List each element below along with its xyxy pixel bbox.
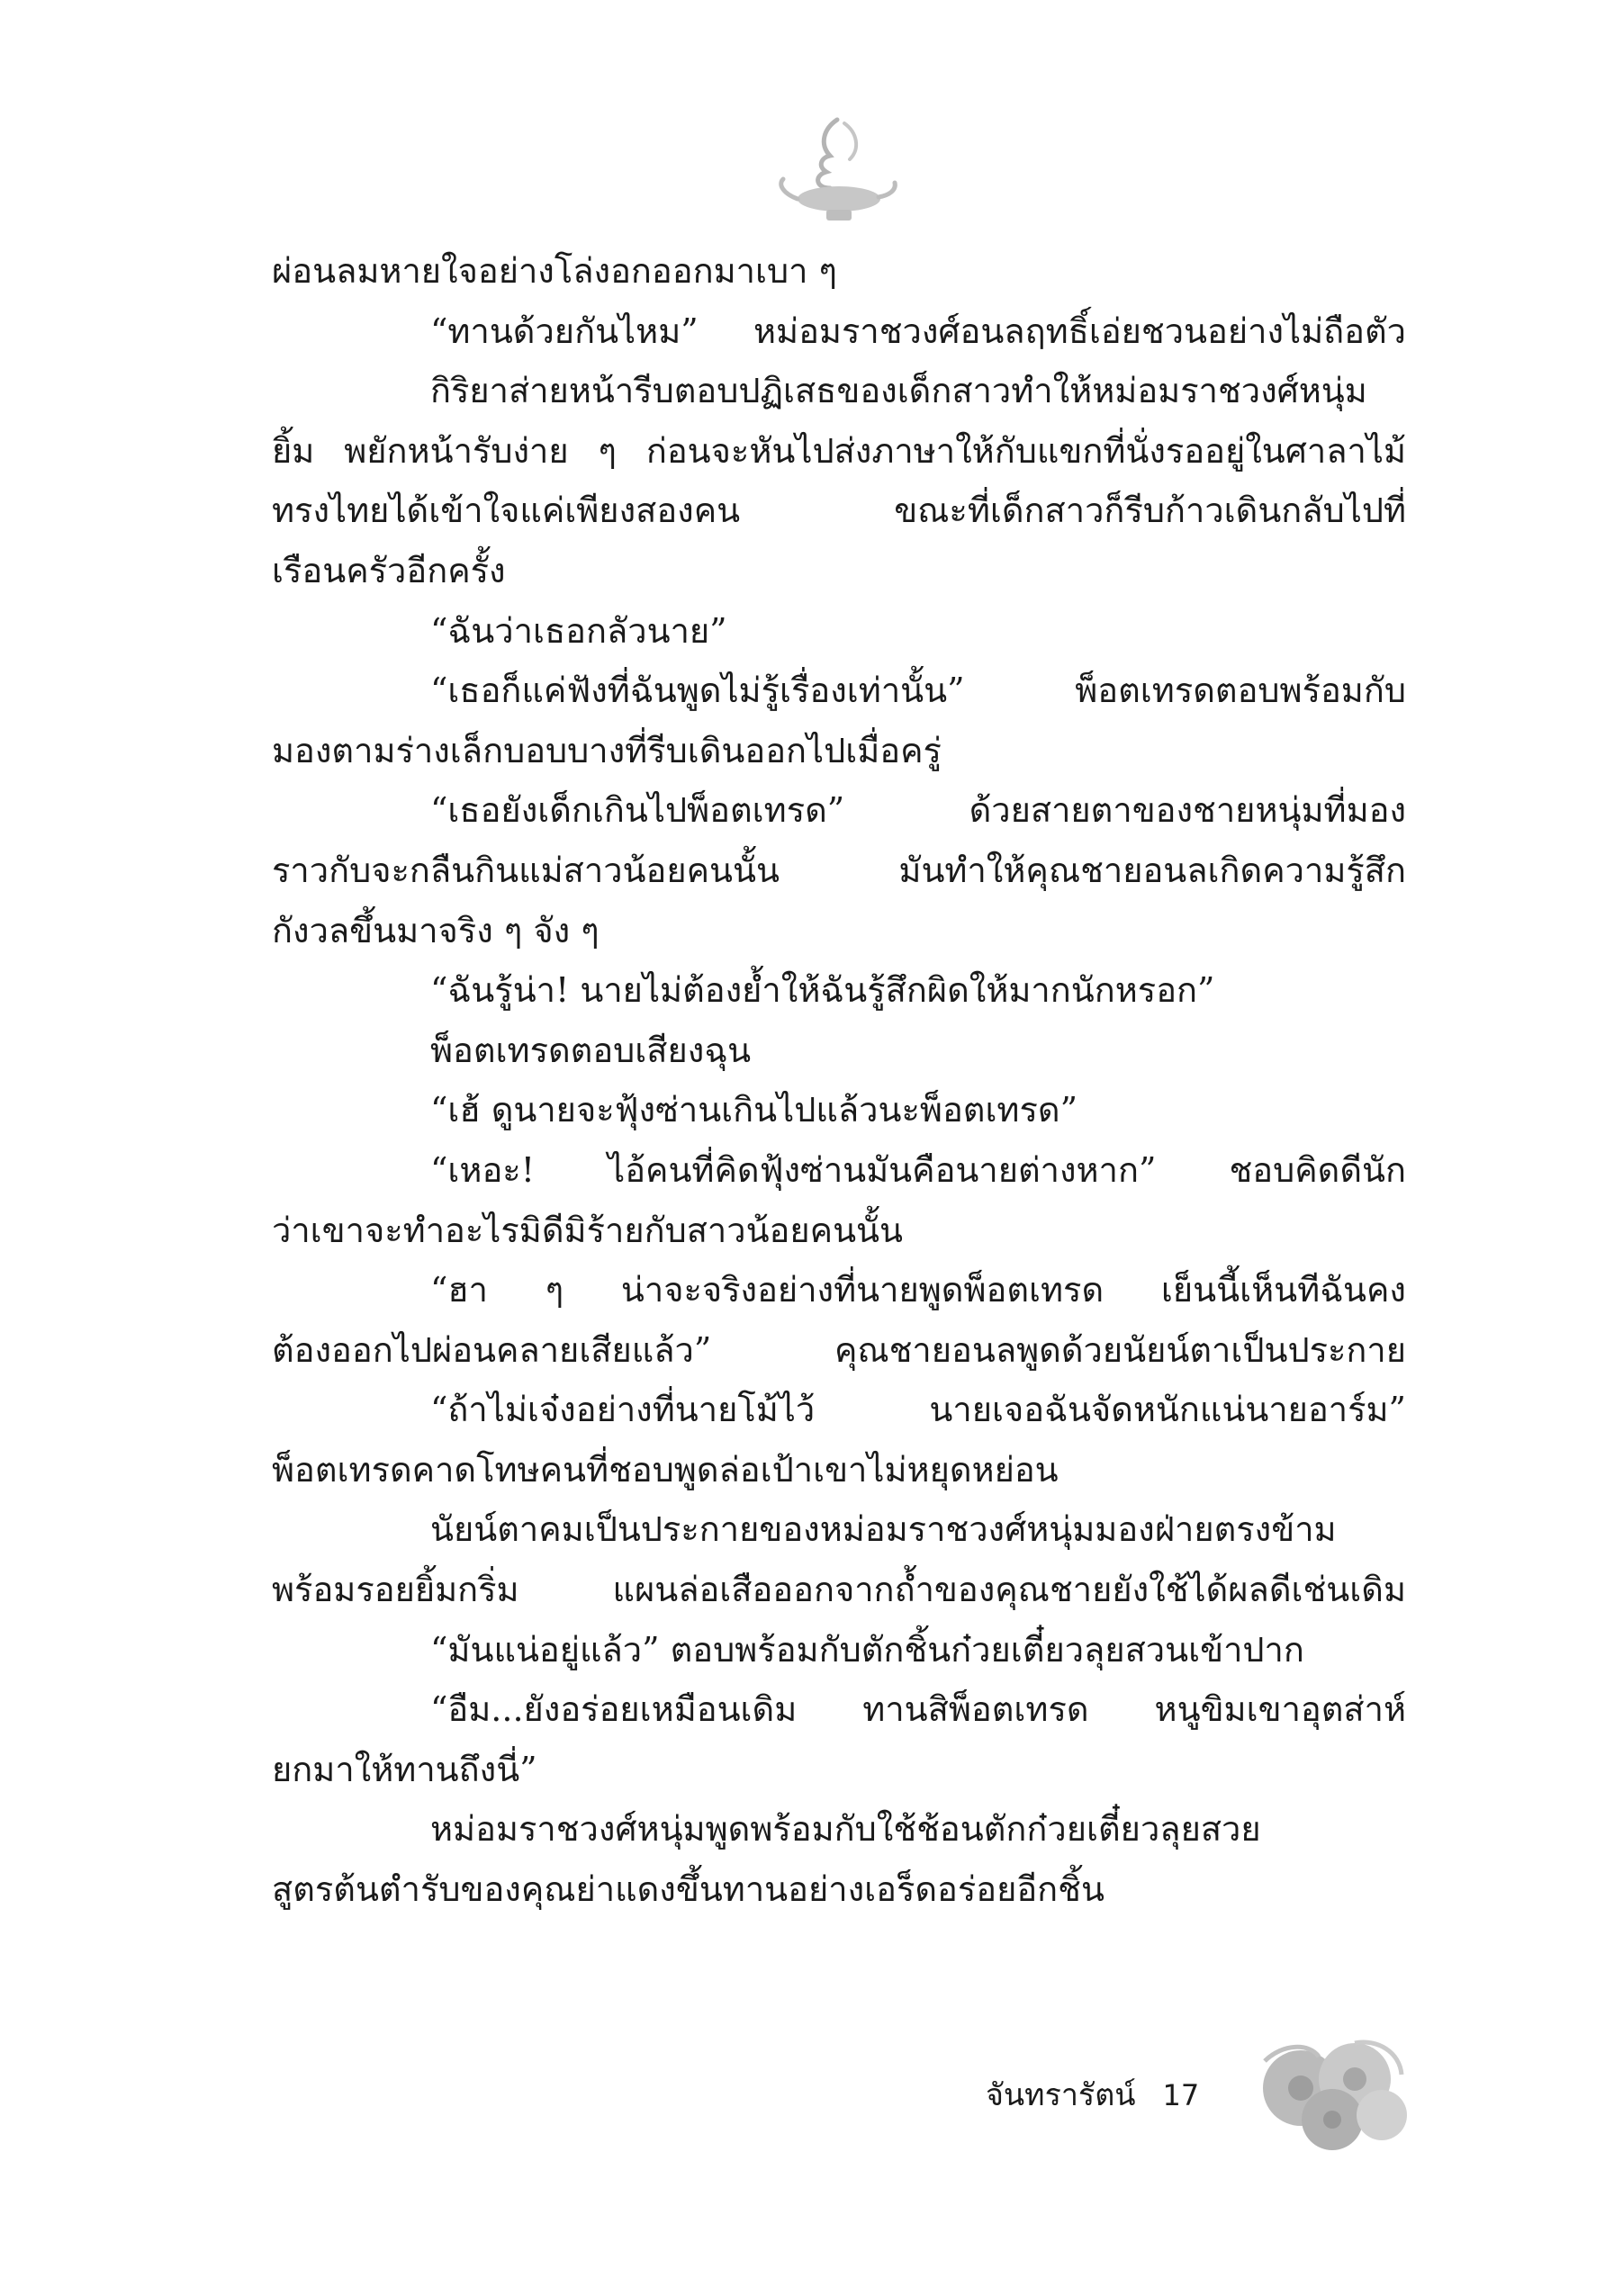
text-line: สูตรต้นตำรับของคุณย่าแดงขึ้นทานอย่างเอร็ดอร่อยอีกชิ้น [272, 1869, 1105, 1910]
text-line: พ็อตเทรดคาดโทษคนที่ชอบพูดล่อเป้าเขาไม่หยุดหย่อน [272, 1449, 1059, 1490]
text-line: “เฮ้ ดูนายจะฟุ้งซ่านเกินไปแล้วนะพ็อตเทรด” [430, 1090, 1078, 1130]
text-line: กังวลขึ้นมาจริง ๆ จัง ๆ [272, 910, 600, 950]
text-line: ยกมาให้ทานถึงนี่” [272, 1749, 537, 1789]
body-text [272, 241, 1406, 1920]
author-name: จันทรารัตน์ [986, 2077, 1136, 2113]
text-line: “ฉันว่าเธอกลัวนาย” [430, 610, 727, 651]
text-line: “ฉันรู้น่า! นายไม่ต้องย้ำให้ฉันรู้สึกผิดให้มากนักหรอก” [430, 970, 1215, 1011]
text-line: ว่าเขาจะทำอะไรมิดีมิร้ายกับสาวน้อยคนนั้น [272, 1210, 903, 1250]
text-line: นัยน์ตาคมเป็นประกายของหม่อมราชวงศ์หนุ่มมองฝ่ายตรงข้าม [430, 1509, 1337, 1550]
text-line: “เหอะ! ไอ้คนที่คิดฟุ้งซ่านมันคือนายต่างหาก” ชอบคิดดีนัก [430, 1149, 1406, 1190]
text-line: กิริยาส่ายหน้ารีบตอบปฏิเสธของเด็กสาวทำให้หม่อมราชวงศ์หนุ่ม [430, 371, 1367, 411]
text-line: “เธอก็แค่ฟังที่ฉันพูดไม่รู้เรื่องเท่านั้น” พ็อตเทรดตอบพร้อมกับ [430, 671, 1406, 711]
text-line: “มันแน่อยู่แล้ว” ตอบพร้อมกับตักชิ้นก๋วยเตี๋ยวลุยสวนเข้าปาก [430, 1629, 1304, 1670]
text-line: เรือนครัวอีกครั้ง [272, 550, 506, 590]
text-line: พร้อมรอยยิ้มกริ่ม แผนล่อเสือออกจากถ้ำของคุณชายยังใช้ได้ผลดีเช่นเดิม [272, 1570, 1406, 1610]
text-line: ผ่อนลมหายใจอย่างโล่งอกออกมาเบา ๆ [272, 251, 837, 291]
text-line: ต้องออกไปผ่อนคลายเสียแล้ว” คุณชายอนลพูดด้วยนัยน์ตาเป็นประกาย [272, 1329, 1406, 1370]
genie-lamp-icon [774, 113, 900, 230]
text-line: มองตามร่างเล็กบอบบางที่รีบเดินออกไปเมื่อครู่ [272, 730, 942, 770]
page-number: 17 [1162, 2078, 1200, 2112]
text-line: หม่อมราชวงศ์หนุ่มพูดพร้อมกับใช้ช้อนตักก๋วยเตี๋ยวลุยสวย [430, 1809, 1261, 1850]
page-footer [986, 2068, 1199, 2122]
text-line: ทรงไทยได้เข้าใจแค่เพียงสองคน ขณะที่เด็กสาวก็รีบก้าวเดินกลับไปที่ [272, 491, 1406, 531]
text-line: “เธอยังเด็กเกินไปพ็อตเทรด” ด้วยสายตาของชายหนุ่มที่มอง [430, 790, 1406, 831]
flower-cluster-icon [1247, 2025, 1418, 2156]
text-line: ยิ้ม พยักหน้ารับง่าย ๆ ก่อนจะหันไปส่งภาษาให้กับแขกที่นั่งรออยู่ในศาลาไม้ [272, 430, 1406, 471]
text-line: “ทานด้วยกันไหม” หม่อมราชวงศ์อนลฤทธิ์เอ่ยชวนอย่างไม่ถือตัว [430, 311, 1406, 351]
text-line: “ฮา ๆ น่าจะจริงอย่างที่นายพูดพ็อตเทรด เย็นนี้เห็นทีฉันคง [430, 1270, 1406, 1310]
text-line: “อืม...ยังอร่อยเหมือนเดิม ทานสิพ็อตเทรด หนูขิมเขาอุตส่าห์ [430, 1689, 1406, 1730]
text-line: “ถ้าไม่เจ๋งอย่างที่นายโม้ไว้ นายเจอฉันจัดหนักแน่นายอาร์ม” [430, 1390, 1406, 1430]
text-line: ราวกับจะกลืนกินแม่สาวน้อยคนนั้น มันทำให้คุณชายอนลเกิดความรู้สึก [272, 850, 1406, 890]
text-line: พ็อตเทรดตอบเสียงฉุน [430, 1030, 752, 1070]
